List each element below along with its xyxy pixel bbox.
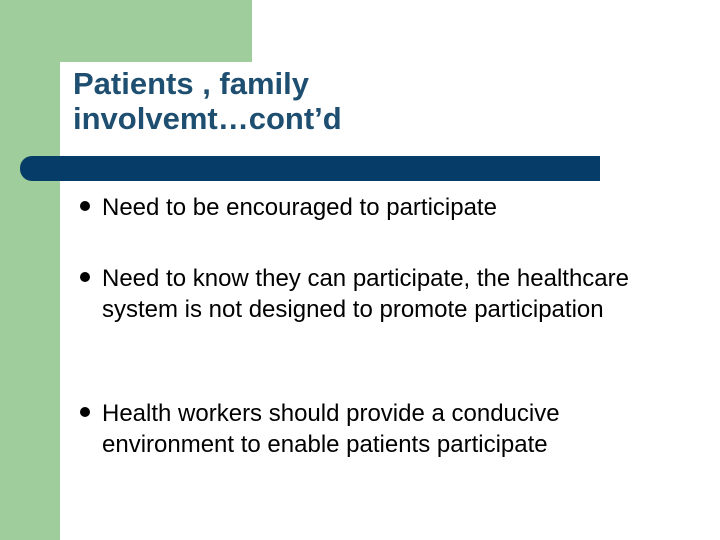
bullet-icon xyxy=(80,272,90,282)
slide-title-line-1: Patients , family xyxy=(73,66,310,101)
slide-title-line-2: involvemt…cont’d xyxy=(73,101,342,136)
bullet-icon xyxy=(80,407,90,417)
bullet-text: Health workers should provide a conducive environment to enable patients participate xyxy=(102,400,560,458)
bullet-text: Need to know they can participate, the healthcare system is not designed to promote participation xyxy=(102,265,629,323)
bullet-icon xyxy=(80,201,90,211)
bullet-text: Need to be encouraged to participate xyxy=(102,194,497,221)
